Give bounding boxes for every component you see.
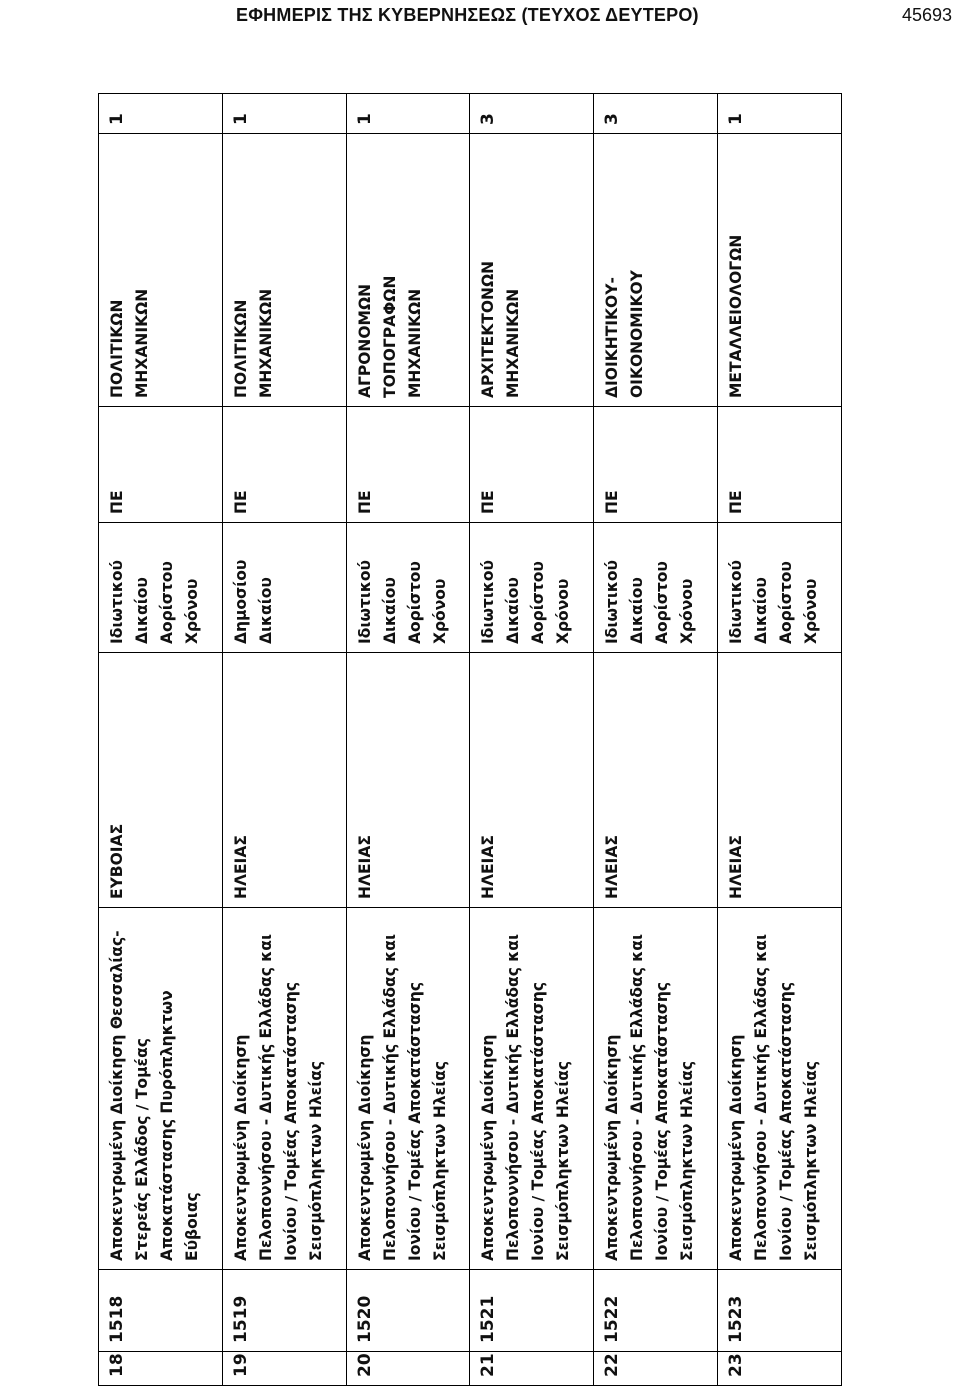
specialty-line: ΤΟΠΟΓΡΑΦΩΝ xyxy=(380,275,399,398)
service-name-line: Αποκεντρωμένη Διοίκηση xyxy=(479,1034,498,1261)
positions-count-cell: 3 xyxy=(470,94,594,134)
specialty-line: ΜΗΧΑΝΙΚΩΝ xyxy=(133,288,151,398)
employment-relation-cell xyxy=(346,523,470,653)
employment-relation-line: Δικαίου xyxy=(628,577,647,644)
education-category-cell: ΠΕ xyxy=(99,407,223,523)
employment-relation-line: Χρόνου xyxy=(802,578,821,644)
service-name-line: Σεισμόπληκτων Ηλείας xyxy=(554,1060,573,1261)
position-code-cell: 1519 xyxy=(222,1270,346,1352)
employment-relation-line: Ιδιωτικού xyxy=(603,560,622,644)
service-name-line: Σεισμόπληκτων Ηλείας xyxy=(430,1060,449,1261)
service-name-line: Πελοποννήσου - Δυτικής Ελλάδας και xyxy=(504,934,523,1261)
employment-relation-line: Δικαίου xyxy=(504,577,523,644)
service-name-line: Ιονίου / Τομέας Αποκατάστασης xyxy=(653,981,672,1261)
service-name-line: Ιονίου / Τομέας Αποκατάστασης xyxy=(529,981,548,1261)
specialty-cell xyxy=(99,134,223,407)
position-code-cell: 1522 xyxy=(594,1270,718,1352)
specialty-line: ΠΟΛΙΤΙΚΩΝ xyxy=(108,299,126,398)
employment-relation-cell xyxy=(99,523,223,653)
specialty-line: ΜΗΧΑΝΙΚΩΝ xyxy=(504,288,523,398)
rotated-table-container xyxy=(98,94,842,1386)
table-row xyxy=(718,94,842,1386)
education-category-cell: ΠΕ xyxy=(346,407,470,523)
employment-relation-cell xyxy=(718,523,842,653)
specialty-line: ΔΙΟΙΚΗΤΙΚΟΥ- xyxy=(603,277,622,398)
service-name-line: Στερεάς Ελλάδος / Τομέας xyxy=(133,1038,151,1261)
specialty-cell xyxy=(346,134,470,407)
prefecture-cell: ΗΛΕΙΑΣ xyxy=(222,653,346,908)
employment-relation-cell xyxy=(470,523,594,653)
positions-count-cell: 1 xyxy=(346,94,470,134)
service-name-line: Ιονίου / Τομέας Αποκατάστασης xyxy=(777,981,796,1261)
specialty-line: ΟΙΚΟΝΟΜΙΚΟΥ xyxy=(628,270,647,398)
service-name-cell xyxy=(594,908,718,1270)
row-index-cell: 20 xyxy=(346,1352,470,1386)
prefecture-cell: ΗΛΕΙΑΣ xyxy=(594,653,718,908)
specialty-line: ΠΟΛΙΤΙΚΩΝ xyxy=(231,299,250,398)
specialty-line: ΑΓΡΟΝΟΜΩΝ xyxy=(355,283,374,398)
specialty-cell xyxy=(222,134,346,407)
position-code-cell: 1523 xyxy=(718,1270,842,1352)
education-category-cell: ΠΕ xyxy=(594,407,718,523)
page-header xyxy=(0,2,960,28)
specialty-cell xyxy=(470,134,594,407)
service-name-line: Αποκεντρωμένη Διοίκηση xyxy=(355,1034,374,1261)
employment-relation-line: Αορίστου xyxy=(777,561,796,644)
employment-relation-line: Δικαίου xyxy=(256,577,275,644)
employment-relation-cell xyxy=(222,523,346,653)
service-name-line: Ιονίου / Τομέας Αποκατάστασης xyxy=(405,981,424,1261)
employment-relation-line: Ιδιωτικού xyxy=(355,560,374,644)
specialty-line: ΜΗΧΑΝΙΚΩΝ xyxy=(405,288,424,398)
prefecture-cell: ΗΛΕΙΑΣ xyxy=(346,653,470,908)
specialty-cell xyxy=(594,134,718,407)
position-code-cell: 1520 xyxy=(346,1270,470,1352)
service-name-cell xyxy=(99,908,223,1270)
row-index-cell: 19 xyxy=(222,1352,346,1386)
employment-relation-line: Ιδιωτικού xyxy=(108,560,126,644)
service-name-line: Σεισμόπληκτων Ηλείας xyxy=(306,1060,325,1261)
positions-count-cell: 1 xyxy=(718,94,842,134)
education-category-cell: ΠΕ xyxy=(222,407,346,523)
service-name-line: Αποκατάστασης Πυρόπληκτων xyxy=(158,990,176,1261)
service-name-cell xyxy=(346,908,470,1270)
prefecture-cell: ΕΥΒΟΙΑΣ xyxy=(99,653,223,908)
service-name-line: Αποκεντρωμένη Διοίκηση xyxy=(231,1034,250,1261)
service-name-line: Αποκεντρωμένη Διοίκηση xyxy=(727,1034,746,1261)
specialty-cell xyxy=(718,134,842,407)
education-category-cell: ΠΕ xyxy=(470,407,594,523)
employment-relation-line: Ιδιωτικού xyxy=(479,560,498,644)
positions-table xyxy=(98,93,842,1386)
employment-relation-line: Αορίστου xyxy=(405,561,424,644)
service-name-line: Ιονίου / Τομέας Αποκατάστασης xyxy=(281,981,300,1261)
education-category-cell: ΠΕ xyxy=(718,407,842,523)
employment-relation-line: Χρόνου xyxy=(554,578,573,644)
service-name-cell xyxy=(470,908,594,1270)
service-name-line: Εύβοιας xyxy=(183,1192,201,1261)
service-name-cell xyxy=(222,908,346,1270)
table-body xyxy=(99,94,842,1386)
service-name-line: Αποκεντρωμένη Διοίκηση Θεσσαλίας- xyxy=(108,930,126,1261)
service-name-line: Πελοποννήσου - Δυτικής Ελλάδας και xyxy=(380,934,399,1261)
specialty-line: ΜΕΤΑΛΛΕΙΟΛΟΓΩΝ xyxy=(727,234,746,398)
service-name-line: Πελοποννήσου - Δυτικής Ελλάδας και xyxy=(256,934,275,1261)
table-row xyxy=(346,94,470,1386)
service-name-line: Πελοποννήσου - Δυτικής Ελλάδας και xyxy=(752,934,771,1261)
employment-relation-line: Χρόνου xyxy=(430,578,449,644)
specialty-line: ΜΗΧΑΝΙΚΩΝ xyxy=(256,288,275,398)
service-name-line: Πελοποννήσου - Δυτικής Ελλάδας και xyxy=(628,934,647,1261)
row-index-cell: 18 xyxy=(99,1352,223,1386)
employment-relation-cell xyxy=(594,523,718,653)
positions-count-cell: 1 xyxy=(222,94,346,134)
position-code-cell: 1521 xyxy=(470,1270,594,1352)
employment-relation-line: Χρόνου xyxy=(183,578,201,644)
positions-count-cell: 3 xyxy=(594,94,718,134)
employment-relation-line: Δικαίου xyxy=(380,577,399,644)
positions-count-cell: 1 xyxy=(99,94,223,134)
employment-relation-line: Δικαίου xyxy=(133,577,151,644)
table-row xyxy=(222,94,346,1386)
row-index-cell: 22 xyxy=(594,1352,718,1386)
page-number: 45693 xyxy=(901,5,952,25)
employment-relation-line: Αορίστου xyxy=(158,561,176,644)
service-name-cell xyxy=(718,908,842,1270)
service-name-line: Σεισμόπληκτων Ηλείας xyxy=(802,1060,821,1261)
table-row xyxy=(470,94,594,1386)
position-code-cell: 1518 xyxy=(99,1270,223,1352)
employment-relation-line: Δικαίου xyxy=(752,577,771,644)
table-row xyxy=(99,94,223,1386)
prefecture-cell: ΗΛΕΙΑΣ xyxy=(470,653,594,908)
employment-relation-line: Δημοσίου xyxy=(231,559,250,644)
prefecture-cell: ΗΛΕΙΑΣ xyxy=(718,653,842,908)
service-name-line: Σεισμόπληκτων Ηλείας xyxy=(678,1060,697,1261)
service-name-line: Αποκεντρωμένη Διοίκηση xyxy=(603,1034,622,1261)
employment-relation-line: Αορίστου xyxy=(653,561,672,644)
specialty-line: ΑΡΧΙΤΕΚΤΟΝΩΝ xyxy=(479,260,498,398)
employment-relation-line: Ιδιωτικού xyxy=(727,560,746,644)
gazette-title: ΕΦΗΜΕΡΙΣ ΤΗΣ ΚΥΒΕΡΝΗΣΕΩΣ (ΤΕΥΧΟΣ ΔΕΥΤΕΡΟ) xyxy=(236,5,699,25)
employment-relation-line: Αορίστου xyxy=(529,561,548,644)
employment-relation-line: Χρόνου xyxy=(678,578,697,644)
table-row xyxy=(594,94,718,1386)
row-index-cell: 21 xyxy=(470,1352,594,1386)
row-index-cell: 23 xyxy=(718,1352,842,1386)
